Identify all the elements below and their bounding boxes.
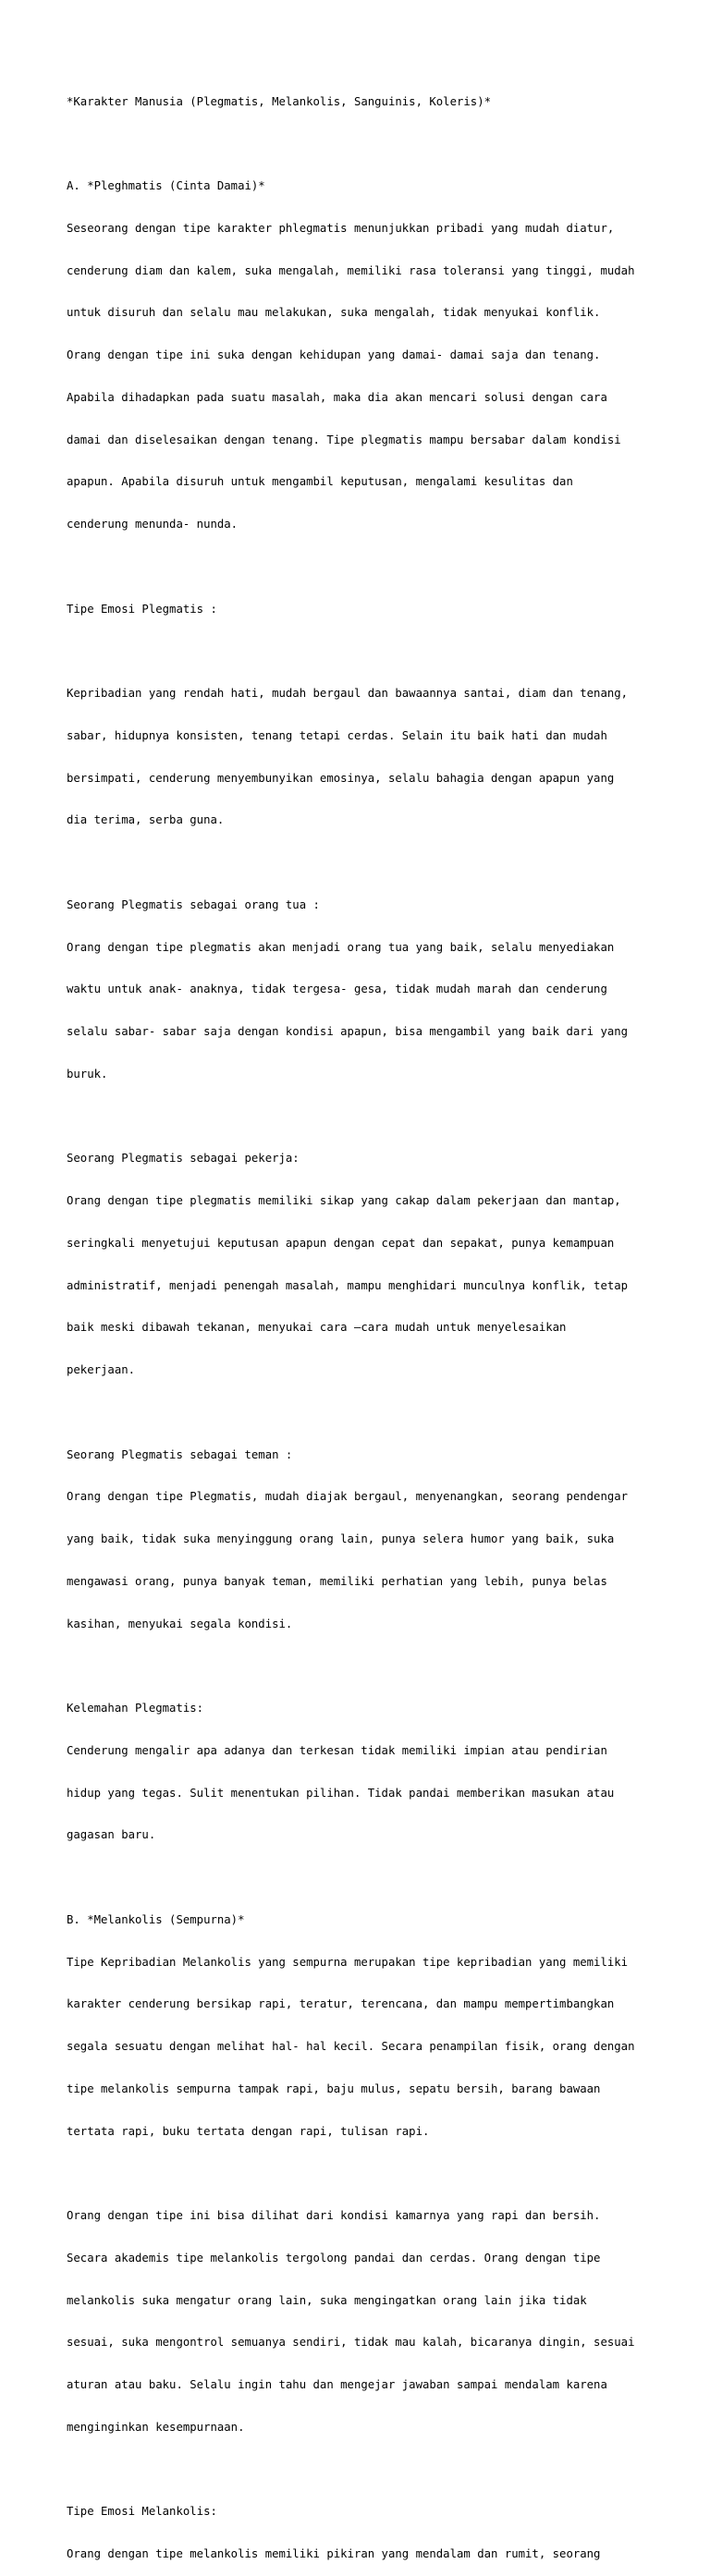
text-line: Orang dengan tipe melankolis memiliki pikiran yang mendalam dan rumit, seorang [67,2547,601,2560]
blank-line [67,137,658,151]
text-line: cenderung diam dan kalem, suka mengalah, memiliki rasa toleransi yang tinggi, mudah [67,263,635,277]
blank-line [67,1659,658,1673]
text-line: sesuai, suka mengontrol semuanya sendiri, tidak mau kalah, bicaranya dingin, sesuai [67,2336,635,2350]
text-line: gagasan baru. [67,1828,156,1842]
text-line: Kepribadian yang rendah hati, mudah bergaul dan bawaannya santai, diam dan tenang, [67,687,629,700]
text-line: mengawasi orang, punya banyak teman, memiliki perhatian yang lebih, punya belas [67,1574,607,1588]
text-line: melankolis suka mengatur orang lain, suka mengingatkan orang lain jika tidak [67,2293,587,2307]
subheading-parent: Seorang Plegmatis sebagai orang tua : [67,897,320,911]
text-line: damai dan diselesaikan dengan tenang. Tipe plegmatis mampu bersabar dalam kondisi [67,433,621,446]
text-line: Seseorang dengan tipe karakter phlegmatis menunjukkan pribadi yang mudah diatur, [67,221,615,235]
text-line: aturan atau baku. Selalu ingin tahu dan mengejar jawaban sampai mendalam karena [67,2378,607,2391]
document-page [67,67,658,2576]
text-line: baik meski dibawah tekanan, menyukai cara –cara mudah untuk menyelesaikan [67,1321,567,1335]
text-line: segala sesuatu dengan melihat hal- hal kecil. Secara penampilan fisik, orang dengan [67,2040,635,2053]
blank-line [67,644,658,658]
text-line: Tipe Kepribadian Melankolis yang sempurna merupakan tipe kepribadian yang memiliki [67,1955,629,1969]
text-line: cenderung menunda- nunda. [67,518,239,531]
text-line: sabar, hidupnya konsisten, tenang tetapi cerdas. Selain itu baik hati dan mudah [67,728,607,742]
text-line: Orang dengan tipe Plegmatis, mudah diajak bergaul, menyenangkan, seorang pendengar [67,1490,629,1504]
text-line: menginginkan kesempurnaan. [67,2420,245,2434]
section-heading-phlegmatic: A. *Pleghmatis (Cinta Damai)* [67,179,265,192]
subheading-emotion-phlegmatic: Tipe Emosi Plegmatis : [67,602,217,616]
text-line: Orang dengan tipe ini suka dengan kehidupan yang damai- damai saja dan tenang. [67,348,601,361]
blank-line [67,560,658,574]
subheading-friend: Seorang Plegmatis sebagai teman : [67,1447,293,1461]
text-line: selalu sabar- sabar saja dengan kondisi apapun, bisa mengambil yang baik dari yang [67,1025,629,1038]
text-line: Cenderung mengalir apa adanya dan terkesan tidak memiliki impian atau pendirian [67,1743,607,1757]
section-heading-melancholic: B. *Melankolis (Sempurna)* [67,1912,245,1926]
text-line: Orang dengan tipe plegmatis akan menjadi orang tua yang baik, selalu menyediakan [67,940,615,954]
text-line: apapun. Apabila disuruh untuk mengambil keputusan, mengalami kesulitas dan [67,475,573,489]
text-line: Apabila dihadapkan pada suatu masalah, maka dia akan mencari solusi dengan cara [67,390,607,404]
blank-line [67,1871,658,1885]
text-line: bersimpati, cenderung menyembunyikan emosinya, selalu bahagia dengan apapun yang [67,771,615,785]
document-title: *Karakter Manusia (Plegmatis, Melankolis, Sanguinis, Koleris)* [67,94,492,108]
text-line: administratif, menjadi penengah masalah, mampu menghidari munculnya konflik, tetap [67,1278,629,1292]
text-line: untuk disuruh dan selalu mau melakukan, suka mengalah, tidak menyukai konflik. [67,306,601,320]
text-line: Orang dengan tipe ini bisa dilihat dari kondisi kamarnya yang rapi dan bersih. [67,2209,601,2222]
blank-line [67,856,658,870]
subheading-worker: Seorang Plegmatis sebagai pekerja: [67,1152,300,1166]
text-line: Orang dengan tipe plegmatis memiliki sikap yang cakap dalam pekerjaan dan mantap, [67,1194,621,1207]
blank-line [67,2463,658,2477]
text-line: kasihan, menyukai segala kondisi. [67,1617,293,1630]
text-line: dia terima, serba guna. [67,813,225,827]
blank-line [67,2167,658,2180]
text-line: buruk. [67,1067,108,1080]
text-line: tertata rapi, buku tertata dengan rapi, tulisan rapi. [67,2124,430,2138]
text-line: pekerjaan. [67,1363,136,1376]
blank-line [67,1406,658,1420]
text-line: karakter cenderung bersikap rapi, teratur, terencana, dan mampu mempertimbangkan [67,1997,615,2011]
text-line: hidup yang tegas. Sulit menentukan pilihan. Tidak pandai memberikan masukan atau [67,1786,615,1800]
text-line: Secara akademis tipe melankolis tergolong pandai dan cerdas. Orang dengan tipe [67,2251,601,2265]
text-line: waktu untuk anak- anaknya, tidak tergesa- gesa, tidak mudah marah dan cenderung [67,983,607,996]
blank-line [67,1110,658,1124]
text-line: seringkali menyetujui keputusan apapun dengan cepat dan sepakat, punya kemampuan [67,1236,615,1250]
subheading-emotion-melancholic: Tipe Emosi Melankolis: [67,2505,217,2519]
subheading-weakness: Kelemahan Plegmatis: [67,1702,204,1715]
text-line: yang baik, tidak suka menyinggung orang lain, punya selera humor yang baik, suka [67,1532,615,1545]
text-line: tipe melankolis sempurna tampak rapi, baju mulus, sepatu bersih, barang bawaan [67,2082,601,2095]
